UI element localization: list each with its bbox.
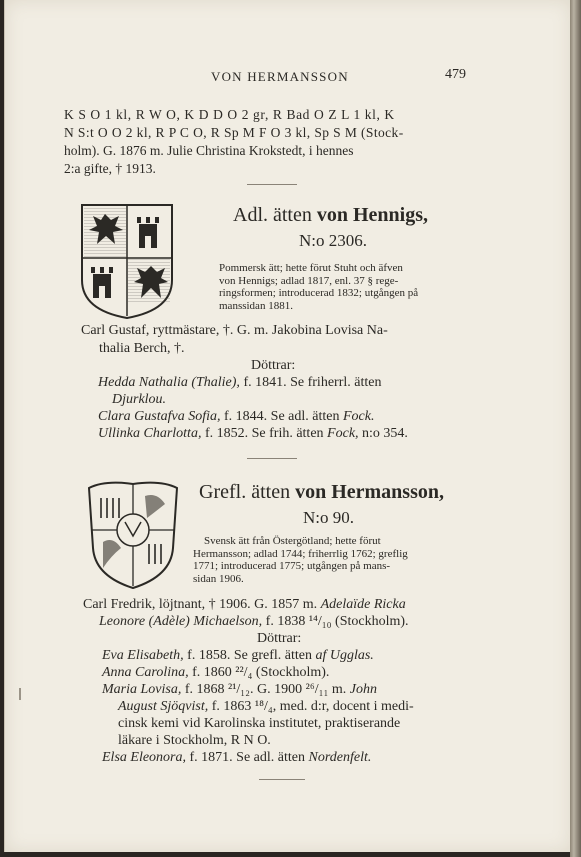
book-page — [4, 0, 571, 852]
coat-of-arms-image — [85, 478, 181, 590]
entry-line: N S:t O O 2 kl, R P C O, R Sp M F O 3 kl, Sp S M (Stock- — [64, 125, 404, 140]
family-description-line: 1771; introducerad 1775; utgången på mans- — [193, 560, 391, 572]
section-rule — [247, 458, 297, 459]
daughter-entry: Maria Lovisa, f. 1868 ²¹/₁₂. G. 1900 ²⁶/₁₁ m. John — [102, 682, 377, 697]
daughter-entry: Ullinka Charlotta, f. 1852. Se frih. ätten Fock, n:o 354. — [98, 426, 408, 441]
daughter-entry: Anna Carolina, f. 1860 ²²/₄ (Stockholm). — [102, 665, 330, 680]
daughter-entry: August Sjöqvist, f. 1863 ¹⁸/₄, med. d:r, docent i medi- — [118, 699, 414, 714]
person-entry: Leonore (Adèle) Michaelson, f. 1838 ¹⁴/₁₀ (Stockholm). — [99, 614, 409, 629]
family-description-line: sidan 1906. — [193, 572, 244, 585]
entry-line: holm). G. 1876 m. Julie Christina Krokstedt, i hennes — [64, 143, 354, 158]
section-rule — [247, 184, 297, 185]
family-number: N:o 2306. — [299, 231, 367, 250]
person-entry: Carl Fredrik, löjtnant, † 1906. G. 1857 m. Adelaïde Ricka — [83, 597, 406, 612]
daughter-entry: Elsa Eleonora, f. 1871. Se adl. ätten Nordenfelt. — [102, 750, 372, 765]
family-description-line: manssidan 1881. — [219, 299, 293, 312]
daughter-entry: Eva Elisabeth, f. 1858. Se grefl. ätten af Ugglas. — [102, 648, 374, 663]
daughter-entry: Hedda Nathalia (Thalie), f. 1841. Se friherrl. ätten — [98, 375, 382, 390]
family-heading: Grefl. ätten von Hermansson, — [199, 481, 444, 503]
family-description-line: Hermansson; adlad 1744; friherrlig 1762; greflig — [193, 547, 408, 560]
running-head: VON HERMANSSON — [211, 69, 349, 84]
page-number: 479 — [445, 67, 466, 82]
family-number: N:o 90. — [303, 508, 354, 527]
family-description-line: Pommersk ätt; hette förut Stuht och äfven — [219, 262, 403, 274]
daughters-label: Döttrar: — [257, 631, 302, 646]
entry-line: 2:a gifte, † 1913. — [64, 161, 156, 176]
family-heading: Adl. ätten von Hennigs, — [233, 204, 429, 226]
family-description-line: ringsformen; introducerad 1832; utgången på — [219, 287, 419, 299]
coat-of-arms-image — [79, 202, 175, 320]
daughter-entry: läkare i Stockholm, R N O. — [118, 733, 271, 748]
page-edge — [570, 0, 581, 857]
person-entry: Carl Gustaf, ryttmästare, †. G. m. Jakobina Lovisa Na- — [81, 323, 388, 338]
section-rule — [259, 779, 305, 780]
margin-mark — [19, 688, 21, 700]
person-entry: thalia Berch, †. — [99, 341, 185, 356]
daughters-label: Döttrar: — [251, 358, 296, 373]
daughter-entry: cinsk kemi vid Karolinska institutet, praktiserande — [118, 716, 401, 731]
daughter-entry: Djurklou. — [112, 392, 167, 407]
family-description-line: Svensk ätt från Östergötland; hette förut — [204, 535, 381, 547]
entry-line: K S O 1 kl, R W O, K D D O 2 gr, R Bad O Z L 1 kl, K — [64, 107, 395, 122]
family-description-line: von Hennigs; adlad 1817, enl. 37 § rege- — [219, 274, 399, 287]
daughter-entry: Clara Gustafva Sofia, f. 1844. Se adl. ätten Fock. — [98, 409, 375, 424]
